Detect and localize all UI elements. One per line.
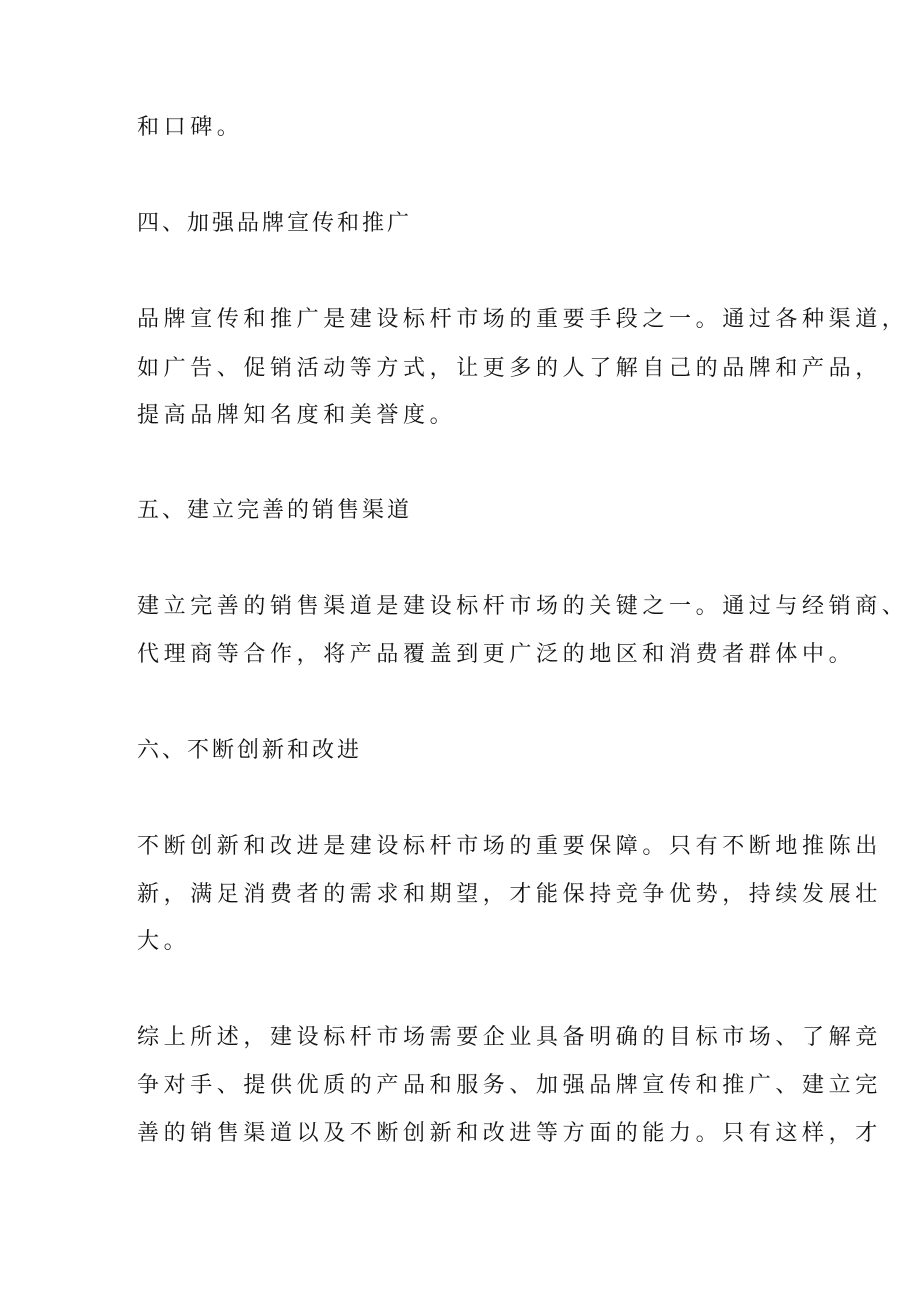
paragraph-line: 新，满足消费者的需求和期望，才能保持竞争优势，持续发展壮: [137, 882, 882, 907]
paragraph-line: 和口碑。: [137, 115, 244, 140]
section-heading-5: 五、建立完善的销售渠道: [137, 498, 413, 523]
section-heading-4: 四、加强品牌宣传和推广: [137, 211, 413, 236]
paragraph-line: 品牌宣传和推广是建设标杆市场的重要手段之一。通过各种渠道，: [137, 307, 909, 332]
paragraph-line: 代理商等合作，将产品覆盖到更广泛的地区和消费者群体中。: [137, 642, 856, 667]
section-heading-6: 六、不断创新和改进: [137, 738, 363, 763]
paragraph-line: 综上所述，建设标杆市场需要企业具备明确的目标市场、了解竞: [137, 1025, 882, 1050]
paragraph-line: 提高品牌知名度和美誉度。: [137, 403, 457, 428]
paragraph-line: 善的销售渠道以及不断创新和改进等方面的能力。只有这样，才: [137, 1121, 882, 1146]
paragraph-line: 争对手、提供优质的产品和服务、加强品牌宣传和推广、建立完: [137, 1073, 882, 1098]
paragraph-line: 大。: [137, 929, 191, 954]
paragraph-line: 不断创新和改进是建设标杆市场的重要保障。只有不断地推陈出: [137, 834, 882, 859]
paragraph-line: 建立完善的销售渠道是建设标杆市场的关键之一。通过与经销商、: [137, 594, 909, 619]
paragraph-line: 如广告、促销活动等方式，让更多的人了解自己的品牌和产品，: [137, 356, 882, 381]
